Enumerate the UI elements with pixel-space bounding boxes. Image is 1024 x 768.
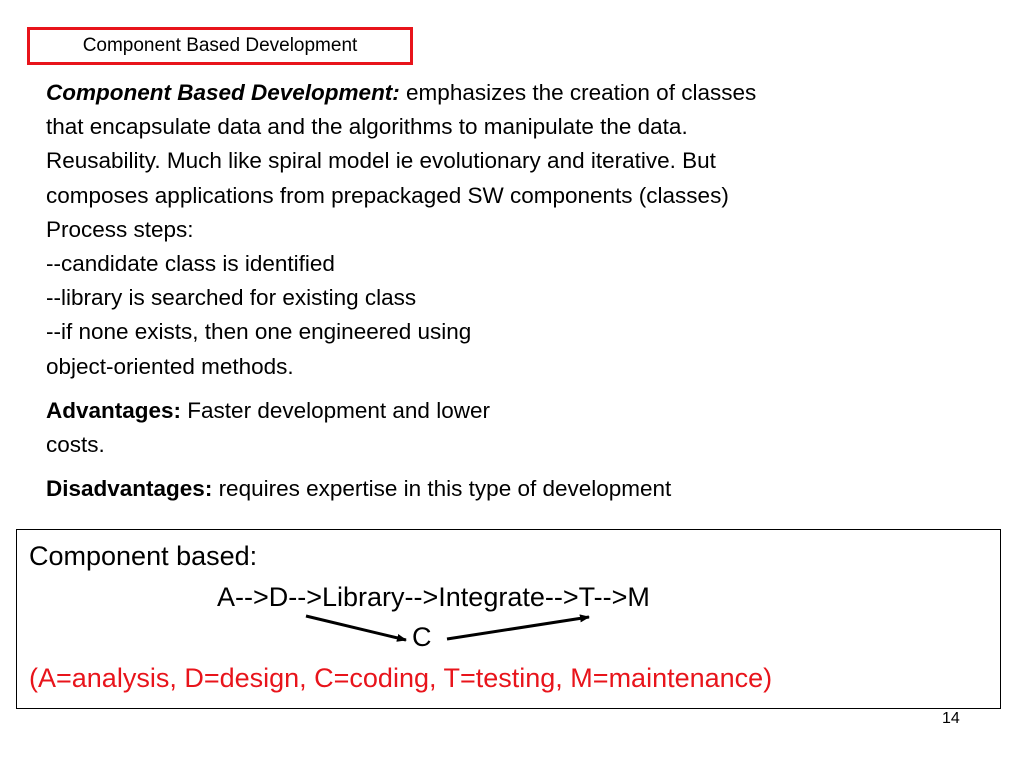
legend: (A=analysis, D=design, C=coding, T=testing, M=maintenance) xyxy=(29,663,773,693)
process-step-1: --candidate class is identified xyxy=(46,251,335,277)
advantages-text: Faster development and lower xyxy=(181,397,490,423)
disadvantages-line xyxy=(46,472,986,506)
body-line-4: composes applications from prepackaged SW components (classes) xyxy=(46,182,729,208)
disadvantages-text: requires expertise in this type of development xyxy=(212,476,672,502)
process-steps-heading: Process steps: xyxy=(46,216,194,242)
body-line-3: Reusability. Much like spiral model ie evolutionary and iterative. But xyxy=(46,148,716,174)
page-number: 14 xyxy=(942,710,960,727)
slide-body xyxy=(46,76,986,506)
flow-sequence: A-->D-->Library-->Integrate-->T-->M xyxy=(217,582,650,612)
cbd-heading: Component Based Development: xyxy=(46,80,400,105)
advantages-line xyxy=(46,394,986,428)
disadvantages-label: Disadvantages: xyxy=(46,476,213,502)
arrow-from-coding xyxy=(447,617,589,639)
process-step-2: --library is searched for existing class xyxy=(46,285,417,311)
coding-node: C xyxy=(412,622,432,652)
body-line-2: that encapsulate data and the algorithms to manipulate the data. xyxy=(46,114,688,140)
diagram-label: Component based: xyxy=(29,541,258,571)
advantages-line-2: costs. xyxy=(46,432,105,458)
process-diagram-box xyxy=(16,529,1001,709)
slide-title: Component Based Development xyxy=(27,27,413,65)
process-step-3-cont: object-oriented methods. xyxy=(46,353,294,379)
cbd-intro: emphasizes the creation of classes xyxy=(399,80,757,105)
process-step-3: --if none exists, then one engineered using xyxy=(46,319,472,345)
advantages-label: Advantages: xyxy=(46,397,182,423)
arrow-to-coding xyxy=(306,616,406,640)
body-line-1 xyxy=(46,76,986,110)
